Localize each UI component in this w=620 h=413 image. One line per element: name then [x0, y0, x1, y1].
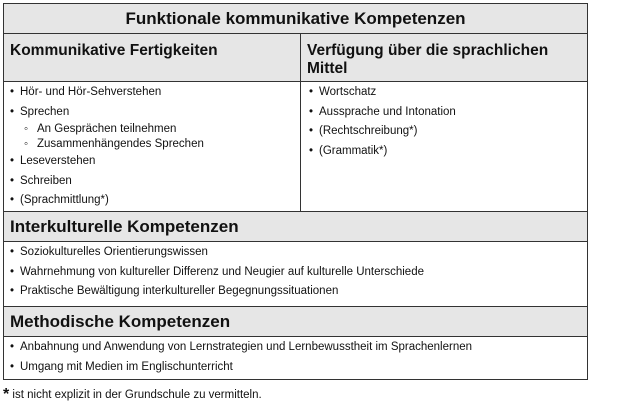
intercultural-list: [8, 243, 424, 302]
list-item: • Aussprache und Intonation: [307, 103, 456, 123]
methodical-list: [8, 338, 472, 377]
footnote-text: ist nicht explizit in der Grundschule zu vermitteln.: [9, 389, 262, 401]
list-item: • (Grammatik*): [307, 142, 456, 162]
list-item: • Anbahnung und Anwendung von Lernstrategien und Lernbewusstheit im Sprachenlernen: [8, 338, 472, 358]
list-item: • Sprechen: [8, 103, 204, 123]
footnote-marker: *: [3, 386, 10, 403]
list-item: • Schreiben: [8, 172, 204, 192]
right-column-heading: Verfügung über die sprachlichen Mittel: [301, 34, 587, 81]
list-item: • (Rechtschreibung*): [307, 122, 456, 142]
divider: [4, 81, 587, 82]
competence-table: [3, 3, 588, 380]
list-item: • Umgang mit Medien im Englischunterricht: [8, 358, 472, 378]
list-item: • Praktische Bewältigung interkultureller Begegnungssituationen: [8, 282, 424, 302]
sub-list-item: ◦ An Gesprächen teilnehmen: [8, 122, 204, 137]
list-item: • Wortschatz: [307, 83, 456, 103]
intercultural-heading: Interkulturelle Kompetenzen: [4, 212, 587, 241]
divider: [4, 336, 587, 337]
list-item: • Hör- und Hör-Sehverstehen: [8, 83, 204, 103]
footnote: [3, 384, 262, 405]
list-item: • Wahrnehmung von kultureller Differenz und Neugier auf kulturelle Unterschiede: [8, 263, 424, 283]
list-item: • Leseverstehen: [8, 152, 204, 172]
left-column-list: [8, 83, 204, 211]
left-column-heading: Kommunikative Fertigkeiten: [4, 34, 300, 81]
divider: [4, 241, 587, 242]
right-column-list: [307, 83, 456, 161]
column-divider: [300, 34, 301, 211]
list-item: • (Sprachmittlung*): [8, 191, 204, 211]
list-item: • Soziokulturelles Orientierungswissen: [8, 243, 424, 263]
table-title: Funktionale kommunikative Kompetenzen: [4, 4, 587, 33]
methodical-heading: Methodische Kompetenzen: [4, 307, 587, 336]
sub-list-item: ◦ Zusammenhängendes Sprechen: [8, 137, 204, 152]
